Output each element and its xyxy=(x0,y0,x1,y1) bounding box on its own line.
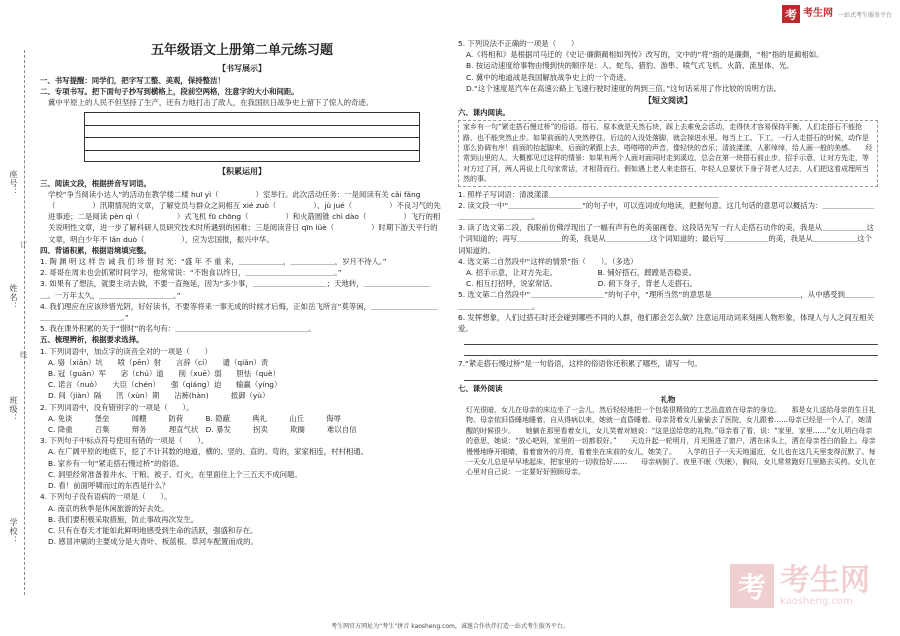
watermark-name: 考生网 xyxy=(780,562,870,598)
reading-q1: 1. 照样子写词语：清波漾漾＿＿＿＿＿＿＿＿＿＿＿＿＿＿＿＿＿＿＿＿＿＿＿ xyxy=(458,189,719,199)
choice-1-option-c: C. 诺言（nuò） 大臣（chén） 强（qiáng）迫 输赢（yíng） xyxy=(48,380,282,390)
page-footer: 考生网官方网址为“考生”拼音 kaosheng.com，诚邀合作伙伴打造一站式考生服务平台。 xyxy=(331,623,569,630)
reading-passage-dashi: 家乡有一句“紧走搭石慢过桥”的俗语。搭石，原本就是天然石块，踩上去难免会活动，走得快才容易保持平衡，人们走搭石不能抢路，也不能突然止步。如果前面的人突然停住，后边的人没处落脚，就会掉进水里。每当上工、下工，一行人走搭石的时候，动作是那么协调有序！前面的抬起脚来，后面的紧跟上去，嗒嗒嗒的声音，像轻快的音乐；清波漾漾，人影绰绰，给人画一般的美感。 经常到山里的人，大概都见过这样的情景：如果有两个人面对面同时走到溪边，总会在第一块搭石前止步，招手示意，让对方先走，等对方过了河，两人再说上几句家常话，才相背而行。假如遇上老人来走搭石，年轻人总要伏下身子背老人过去，人们把这看成理所当然的事。 xyxy=(458,120,878,186)
reading-q2: 2. 读文段一中“＿＿＿＿＿＿＿＿＿＿”的句子中，可以连词成句地读，把握句意。这几句话的意思可以概括为：＿＿＿＿＿＿＿＿＿＿＿＿＿＿＿＿＿。 xyxy=(458,200,875,222)
choice-5-option-a: A.《将相和》是根据司马迁的《史记·廉颇蔺相如列传》改写的，文中的“将”指的是廉颇，“相”指的是蔺相如。 xyxy=(466,50,824,60)
reading-q7: 7.“紧走搭石慢过桥”是一句俗语，这样的俗语你还积累了哪些，请写一句。 xyxy=(458,359,702,369)
choice-2-option-ab: A. 免谈 堡垒 闻棚 防荷 B. 隐蔽 典礼 山丘 侮辱 xyxy=(48,413,341,423)
reading-q4-options-ab: A. 招手示意，让对方先走。 B. 铺好搭石，蹚蹚是否稳妥。 xyxy=(466,268,697,278)
page-title: 五年级语文上册第二单元练习题 xyxy=(150,43,333,58)
choice-1-option-a: A. 骆（xiān）坑 喷（pēn）射 言辞（cí） 谴（qiǎn）责 xyxy=(48,357,269,367)
choice-1-option-d: D. 间（jiàn）隔 汛（xùn）期 沾裤(hàn) 抵御（yù） xyxy=(48,391,270,401)
choice-4-option-b: B. 我们要积极采取措施，防止事故再次发生。 xyxy=(48,514,199,524)
pinyin-passage: 学校“争当阅读小达人”的活动在教学楼二楼 huī yì（ ）室举行。此次活动任务：一是阅读有关 cǎi fǎng（ ）汛期情况的文章，了解党员与群众之间相互 xié zuò（ ）、jù jué（ ）不良习气的先进事迹；二是阅读 pèn qì（ ）式飞机 fū chōng（ ）和火箭圆锥 chì dào（ ）飞行的相关说明性文章，进一步了解科研人员研究技术时所遇到的困难；三是阅读昔日 qīn lüè（ ）时期下游天平行的文章，明白少年不 lǎn duò（ ），应为忠国报，振兴中华。 xyxy=(48,189,441,244)
choice-4-option-c: C. 只有在春天才能如此鲜明地感受到生命的活跃，强盛和存在。 xyxy=(48,525,258,535)
choice-2-option-cd: C. 降重 召集 辩务 理直气状 D. 暴发 拐卖 欺搁 难以自信 xyxy=(48,425,357,435)
choice-4-option-d: D. 感冒冲刷的主要成分是大青叶、板蓝根、草河车配置而成的。 xyxy=(48,537,258,547)
answer-line[interactable] xyxy=(464,336,878,345)
watermark-icon: 考 xyxy=(730,564,774,608)
copy-instruction: 二、专项书写。把下面句子抄写到横格上，段前空两格，注意字的大小和间距。 xyxy=(40,87,299,97)
section-writing-show: 【书写展示】 xyxy=(218,64,266,73)
recite-item-2: 2. 哥哥在周末也会抓紧时间学习，他常常说：“不饱食以终日，＿＿＿＿＿＿＿＿＿＿＿＿。” xyxy=(40,268,342,278)
choice-3-stem: 3. 下列句子中标点符号使用有错的一项是（ ）。 xyxy=(40,436,209,446)
watermark-url: kaosheng.com xyxy=(780,595,853,607)
school-label: 学校： xyxy=(9,518,18,545)
choice-3-option-a: A. 在广阔平原的地底下，挖了不计其数的地道，横的、竖的、直的、弯的，家家相连，村村相通。 xyxy=(48,447,369,457)
choice-3-option-b: B. 家乡有一句“紧走搭石慢过桥”的俗语。 xyxy=(48,458,184,468)
answer-line[interactable] xyxy=(464,372,878,381)
reading-q3: 3. 读了选文第二段，我眼前仿佛浮现出了一幅有声有色的美丽画卷。这段话先写一行人走搭石动作的美，我是从＿＿＿＿＿＿这个词知道的；再写＿＿＿＿＿＿的美，我是从＿＿＿＿＿＿这个词知道的；最后写＿＿＿＿＿＿的美，我是从＿＿＿＿＿＿这个词知道的。 xyxy=(458,223,874,255)
logo-icon: 考 xyxy=(782,5,800,23)
reading-q5: 5. 选文第二自然段中“＿＿＿＿＿＿＿＿＿＿”的句子中，“理所当然”的意思是＿＿＿＿＿＿＿＿＿＿＿＿，从中感受到＿＿＿＿＿＿＿＿＿＿＿＿＿＿。 xyxy=(458,290,875,311)
writing-reminder: 一、书写提醒：同学们，把字写工整、美观，保持整洁！ xyxy=(40,76,225,85)
pinyin-question-title: 三、阅读文段，根据拼音写词语。 xyxy=(40,178,151,188)
choice-5-stem: 5. 下列说法不正确的一项是（ ） xyxy=(458,39,579,48)
left-column xyxy=(40,38,444,547)
watermark-logo xyxy=(730,564,870,608)
choice-4-stem: 4. 下列句子没有语病的一项是（ ）。 xyxy=(40,492,172,502)
answer-line[interactable] xyxy=(464,347,878,356)
choice-5-option-c: C. 冀中的地道战是我国解放战争史上的一个奇迹。 xyxy=(466,72,632,82)
class-label: 班级： xyxy=(9,396,18,423)
section-short-reading: 【短文阅读】 xyxy=(644,96,692,106)
seat-label: 座号： xyxy=(9,170,18,197)
section-accumulation: 【积累运用】 xyxy=(218,166,266,176)
name-label: 姓名： xyxy=(9,284,18,311)
choice-question-title: 五、梳理辨析，根据要求选择。 xyxy=(40,335,144,345)
recite-item-4: 4. 我们理应在应该珍惜光阴，好好读书，不要等将来一事无成的时候才后悔，正如岳飞所言“莫等闲，＿＿＿＿＿＿＿＿＿＿＿＿＿＿＿＿＿＿＿＿。” xyxy=(40,301,438,323)
binding-mark-xian: 线 xyxy=(20,351,27,359)
choice-1-option-b: B. 冠（guān）军 宓（chú）道 削（xuē）弱 胆怯（què） xyxy=(48,369,280,379)
recite-question-title: 四、背诵积累，根据语境填完整。 xyxy=(40,245,151,255)
logo-name: 考生网 xyxy=(802,8,833,19)
right-column xyxy=(458,38,878,478)
copy-writing-box[interactable] xyxy=(84,112,420,162)
choice-5-option-b: B. 按运动速度给事物由慢到快的顺序是：人、蛇鸟、猎豹、游隼、喷气式飞机、火箭、流星体、光。 xyxy=(466,61,794,71)
choice-4-option-a: A. 南京的秋季是休闲旅游的好去处。 xyxy=(48,503,169,513)
binding-sidebar xyxy=(0,40,34,600)
choice-3-option-d: D. 看！前面呼啸而过的东西是什么？ xyxy=(48,481,170,491)
recite-item-3: 3. 如果有了想法，就要主动去做，不要一直拖延，因为“多少事，＿＿＿＿＿＿＿＿＿＿；天地转，＿＿＿＿＿＿＿＿＿＿。一万年太久，＿＿＿＿＿＿＿＿＿＿。” xyxy=(40,279,431,300)
binding-mark-ding: 订 xyxy=(20,241,27,249)
choice-5-option-d: D.“这个速度是汽车在高速公路上飞速行驶时速度的两到三倍。”这句话采用了作比较的说明方法。 xyxy=(466,83,782,93)
reading-q6: 6. 发挥想象，人们过搭石时还会碰到哪些不同的人群，他们都会怎么做？注意运用动词来刻画人物形象，体现人与人之间互相关爱。 xyxy=(458,312,874,334)
copy-sentence: 冀中平原上的人民不但坚持了生产，还有力地打击了敌人，在我国抗日战争史上留下了惊人的奇迹。 xyxy=(48,98,374,108)
logo-tagline: 一站式考生服务平台 xyxy=(837,11,892,19)
in-class-reading-title: 六、课内阅读。 xyxy=(458,108,510,118)
binding-dashed-line xyxy=(24,50,25,595)
reading-q4-options-cd: C. 相互打招呼，说家常话。 D. 俯下身子，背老人走搭石。 xyxy=(466,279,697,289)
gift-story-passage: 灯光很暗，女儿在母亲的床边坐了一会儿，然后轻轻地把一个包装很精致的工艺品盒放在母亲的身边。 那是女儿送给母亲的生日礼物。母亲依旧昏睡地睡着，自从得病以来，她就一直昏睡着。母亲背着女儿偷偷去了医院，女儿跟着……母亲已经是一个人了，她清醒的时候很少。 她躺在那里看着女儿，女儿笑着对她说：“这是送给您的礼物。”母亲看了看，说：“家里，家里……”女儿明白母亲的意思，她说：“放心吧妈，家里的一切都很好。” 天边升起一轮明月，月光照进了窗户，洒在床头上，洒在母亲苍白的脸上。母亲慢慢地睁开眼睛，看着窗外的月亮，看着坐在床前的女儿，她笑了。 入学的日子一天天地逼近，女儿也在这几天里变得沉默了。每一天女儿总是早早地起床，把家里的一切收拾好…… 母亲病倒了。夜里不眠（失眠），胸闷，女儿常常跑好几里路去买药。女儿在心里对自己说：一定要好好照顾母亲。 xyxy=(466,405,876,477)
site-logo xyxy=(782,5,892,23)
recite-item-1: 1. 陶 渊 明 这 样 告 诫 我 们 珍 惜 时 光：“盛 年 不 重 来，＿＿＿＿＿＿，＿＿＿＿＿＿，岁月不待人。” xyxy=(40,257,387,267)
choice-1-stem: 1. 下列词语中，加点字的读音全对的一项是（ ） xyxy=(40,346,212,356)
extracurricular-reading-title: 七、课外阅读 xyxy=(458,383,503,393)
choice-2-stem: 2. 下列词语中，没有错别字的一项是（ ）。 xyxy=(40,402,194,412)
gift-story-title: 礼物 xyxy=(660,394,676,404)
choice-3-option-c: C. 洞里经常准备着井水、干粮、被子、灯火，在里面住上个三五天不成问题。 xyxy=(48,469,302,479)
recite-item-5: 5. 我在课外积累的关于“惜时”的名句有：＿＿＿＿＿＿＿＿＿＿＿＿＿＿＿＿＿＿。 xyxy=(40,324,316,334)
reading-q4: 4. 选文第二自然段中“这样的情景”指（ ）。（多选） xyxy=(458,256,638,266)
